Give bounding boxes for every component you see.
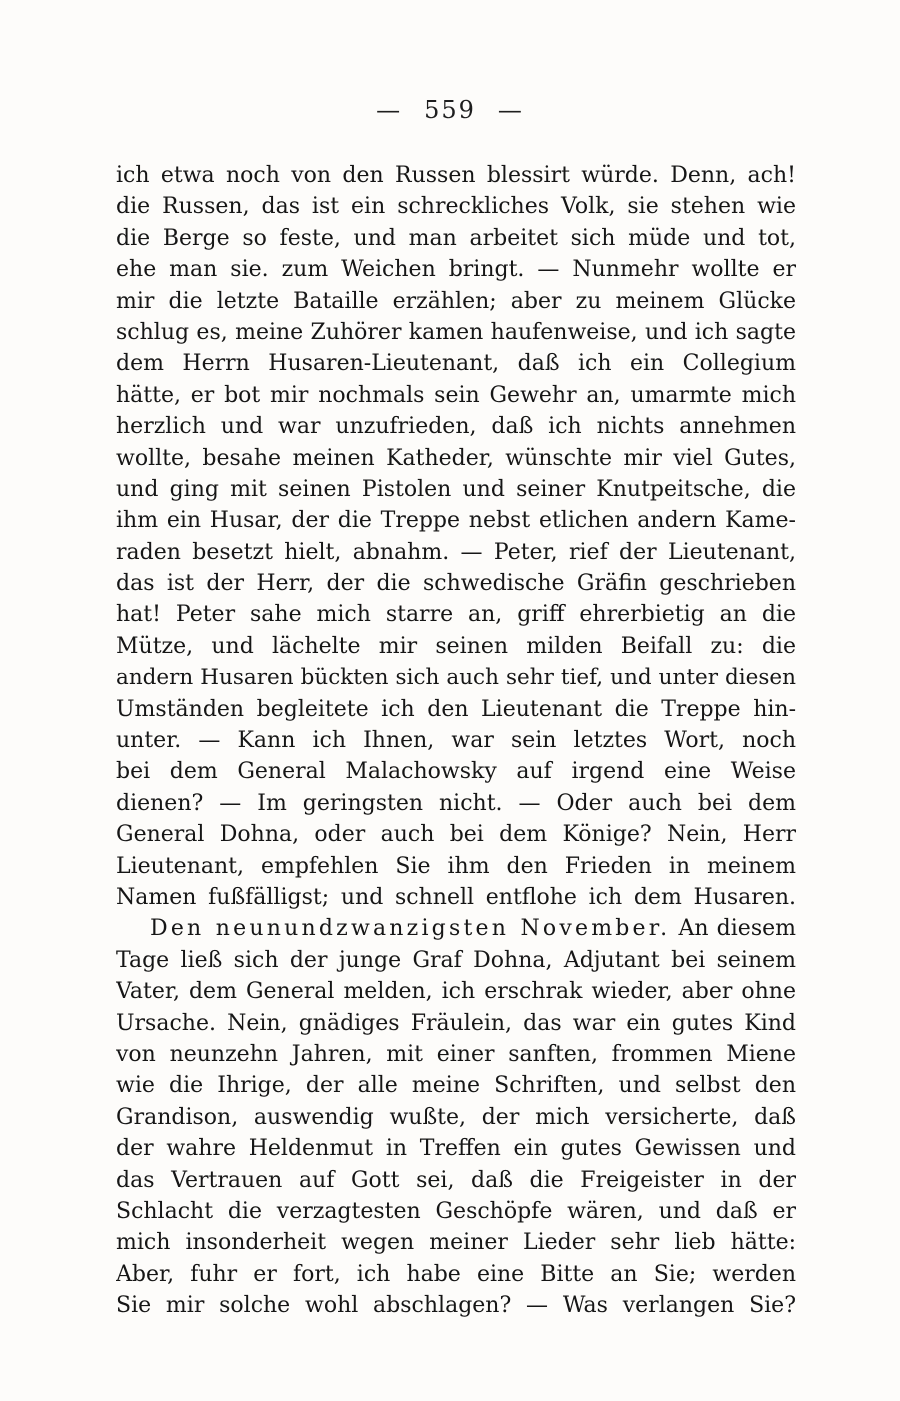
text-line: wie die Ihrige, der alle meine Schriften, und selbst den (116, 1073, 796, 1099)
text-line: Lieutenant, empfehlen Sie ihm den Frieden in meinem (116, 853, 796, 879)
paragraph-2 (116, 913, 796, 1321)
text-line: andern Husaren bückten sich auch sehr tief, und unter diesen (116, 665, 796, 691)
text-line: und ging mit seinen Pistolen und seiner Knutpeitsche, die (116, 476, 796, 502)
text-line: mich insonderheit wegen meiner Lieder sehr lieb hätte: (116, 1230, 796, 1256)
text-line: ehe man sie. zum Weichen bringt. — Nunmehr wollte er (116, 257, 796, 283)
text-line: Umständen begleitete ich den Lieutenant die Treppe hin- (116, 696, 796, 722)
text-line: wollte, besahe meinen Katheder, wünschte mir viel Gutes, (116, 445, 796, 471)
text-line: das Vertrauen auf Gott sei, daß die Freigeister in der (116, 1167, 796, 1193)
header-dash-left: — (376, 96, 403, 124)
date-heading: Den neunundzwanzigsten November. (150, 916, 671, 942)
text-line: Vater, dem General melden, ich erschrak wieder, aber ohne (116, 979, 796, 1005)
text-line: Namen fußfälligst; und schnell entflohe ich dem Husaren. (116, 884, 796, 910)
text-line: hat! Peter sahe mich starre an, griff ehrerbietig an die (116, 602, 796, 628)
text-line: unter. — Kann ich Ihnen, war sein letztes Wort, noch (116, 728, 796, 754)
page-number-line (0, 96, 900, 124)
text-line: raden besetzt hielt, abnahm. — Peter, rief der Lieutenant, (116, 539, 796, 565)
text-line: Grandison, auswendig wußte, der mich versicherte, daß (116, 1104, 796, 1130)
text-line: ihm ein Husar, der die Treppe nebst etlichen andern Kame- (116, 508, 796, 534)
text-line: Schlacht die verzagtesten Geschöpfe wären, und daß er (116, 1198, 796, 1224)
text-line: hätte, er bot mir nochmals sein Gewehr an, umarmte mich (116, 382, 796, 408)
text-line: Mütze, und lächelte mir seinen milden Beifall zu: die (116, 633, 796, 659)
text-line: dem Herrn Husaren-Lieutenant, daß ich ein Collegium (116, 351, 796, 377)
text-line: schlug es, meine Zuhörer kamen haufenweise, und ich sagte (116, 319, 796, 345)
text-line: das ist der Herr, der die schwedische Gräfin geschrieben (116, 571, 796, 597)
paragraph-lead-line (116, 913, 796, 944)
text-line: ich etwa noch von den Russen blessirt würde. Denn, ach! (116, 163, 796, 188)
text-line: dienen? — Im geringsten nicht. — Oder auch bei dem (116, 790, 796, 816)
body-text (116, 160, 796, 1321)
header-dash-right: — (497, 96, 524, 124)
text-line: Sie mir solche wohl abschlagen? — Was verlangen Sie? (116, 1293, 796, 1319)
text-line: herzlich und war unzufrieden, daß ich nichts annehmen (116, 414, 796, 440)
page-number: 559 (424, 96, 476, 124)
text-line: General Dohna, oder auch bei dem Könige? Nein, Herr (116, 822, 796, 848)
text-line: Tage ließ sich der junge Graf Dohna, Adjutant bei seinem (116, 947, 796, 973)
text-line: von neunzehn Jahren, mit einer sanften, frommen Miene (116, 1041, 796, 1067)
text-line: mir die letzte Bataille erzählen; aber zu meinem Glücke (116, 288, 796, 314)
text-line: der wahre Heldenmut in Treffen ein gutes Gewissen und (116, 1136, 796, 1162)
text-line: Ursache. Nein, gnädiges Fräulein, das war ein gutes Kind (116, 1010, 796, 1036)
text-line: bei dem General Malachowsky auf irgend eine Weise (116, 759, 796, 785)
text-line: die Russen, das ist ein schreckliches Volk, sie stehen wie (116, 194, 796, 220)
text-line: die Berge so feste, und man arbeitet sich müde und tot, (116, 225, 796, 251)
paragraph-1 (116, 160, 796, 913)
text-line: Aber, fuhr er fort, ich habe eine Bitte an Sie; werden (116, 1261, 796, 1287)
lead-rest: An diesem (670, 916, 796, 942)
